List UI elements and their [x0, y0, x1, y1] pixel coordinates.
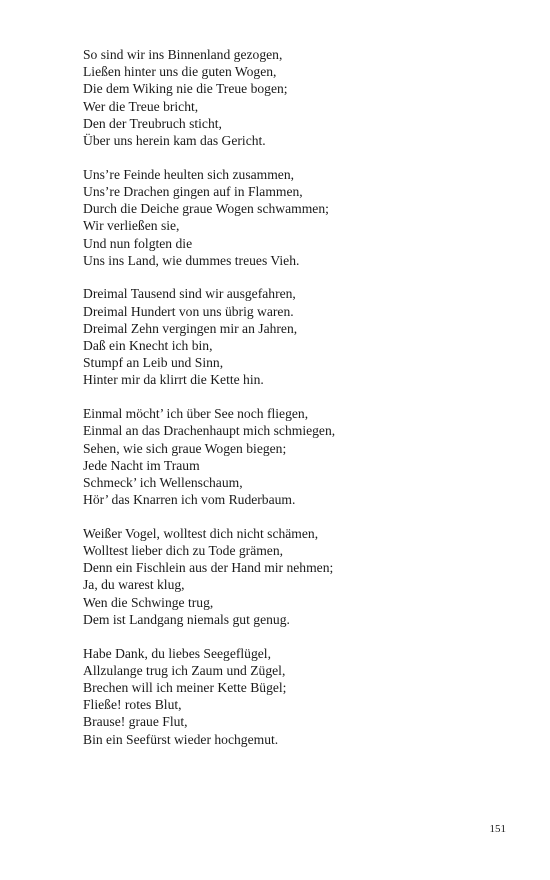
poem-line: Wen die Schwinge trug,: [83, 594, 214, 610]
stanza-2: [83, 166, 503, 269]
poem-line: Uns ins Land, wie dummes treues Vieh.: [83, 252, 300, 268]
poem-line: Den der Treubruch sticht,: [83, 115, 222, 131]
poem-line: Und nun folgten die: [83, 235, 193, 251]
poem-line: Fließe! rotes Blut,: [83, 697, 182, 713]
poem-line: Hinter mir da klirrt die Kette hin.: [83, 372, 264, 388]
poem-line: Einmal möcht’ ich über See noch fliegen,: [83, 406, 309, 422]
poem-line: Uns’re Feinde heulten sich zusammen,: [83, 166, 295, 182]
poem-line: Dem ist Landgang niemals gut genug.: [83, 611, 290, 627]
poem-line: So sind wir ins Binnenland gezogen,: [83, 47, 283, 62]
poem-line: Dreimal Tausend sind wir ausgefahren,: [83, 286, 296, 302]
poem-line: Durch die Deiche graue Wogen schwammen;: [83, 201, 329, 217]
poem-line: Einmal an das Drachenhaupt mich schmiegen,: [83, 423, 336, 439]
page-number: 151: [489, 823, 506, 835]
poem-line: Stumpf an Leib und Sinn,: [83, 355, 224, 371]
poem-line: Bin ein Seefürst wieder hochgemut.: [83, 731, 279, 747]
stanza-4: [83, 405, 503, 508]
stanza-6: [83, 645, 503, 748]
poem-line: Die dem Wiking nie die Treue bogen;: [83, 81, 288, 97]
poem-line: Dreimal Zehn vergingen mir an Jahren,: [83, 320, 298, 336]
poem-line: Hör’ das Knarren ich vom Ruderbaum.: [83, 492, 296, 508]
poem-line: Dreimal Hundert von uns übrig waren.: [83, 303, 294, 319]
poem-line: Wir verließen sie,: [83, 218, 180, 234]
poem-line: Sehen, wie sich graue Wogen biegen;: [83, 440, 287, 456]
stanza-3: [83, 285, 503, 388]
poem-line: Denn ein Fischlein aus der Hand mir nehmen;: [83, 560, 334, 576]
poem-line: Uns’re Drachen gingen auf in Flammen,: [83, 183, 303, 199]
stanza-5: [83, 525, 503, 628]
poem-line: Wer die Treue bricht,: [83, 98, 199, 114]
poem-line: Wolltest lieber dich zu Tode grämen,: [83, 543, 284, 559]
poem-text: [83, 46, 503, 764]
poem-line: Weißer Vogel, wolltest dich nicht schämen,: [83, 525, 319, 541]
poem-line: Brause! graue Flut,: [83, 714, 188, 730]
poem-line: Allzulange trug ich Zaum und Zügel,: [83, 662, 286, 678]
stanza-1: [83, 46, 503, 149]
poem-line: Jede Nacht im Traum: [83, 457, 200, 473]
poem-line: Habe Dank, du liebes Seegeflügel,: [83, 645, 271, 661]
poem-line: Brechen will ich meiner Kette Bügel;: [83, 680, 287, 695]
poem-line: Ließen hinter uns die guten Wogen,: [83, 64, 277, 80]
poem-line: Daß ein Knecht ich bin,: [83, 338, 213, 354]
poem-line: Ja, du warest klug,: [83, 577, 185, 593]
poem-line: Über uns herein kam das Gericht.: [83, 133, 266, 149]
poem-line: Schmeck’ ich Wellenschaum,: [83, 474, 243, 490]
